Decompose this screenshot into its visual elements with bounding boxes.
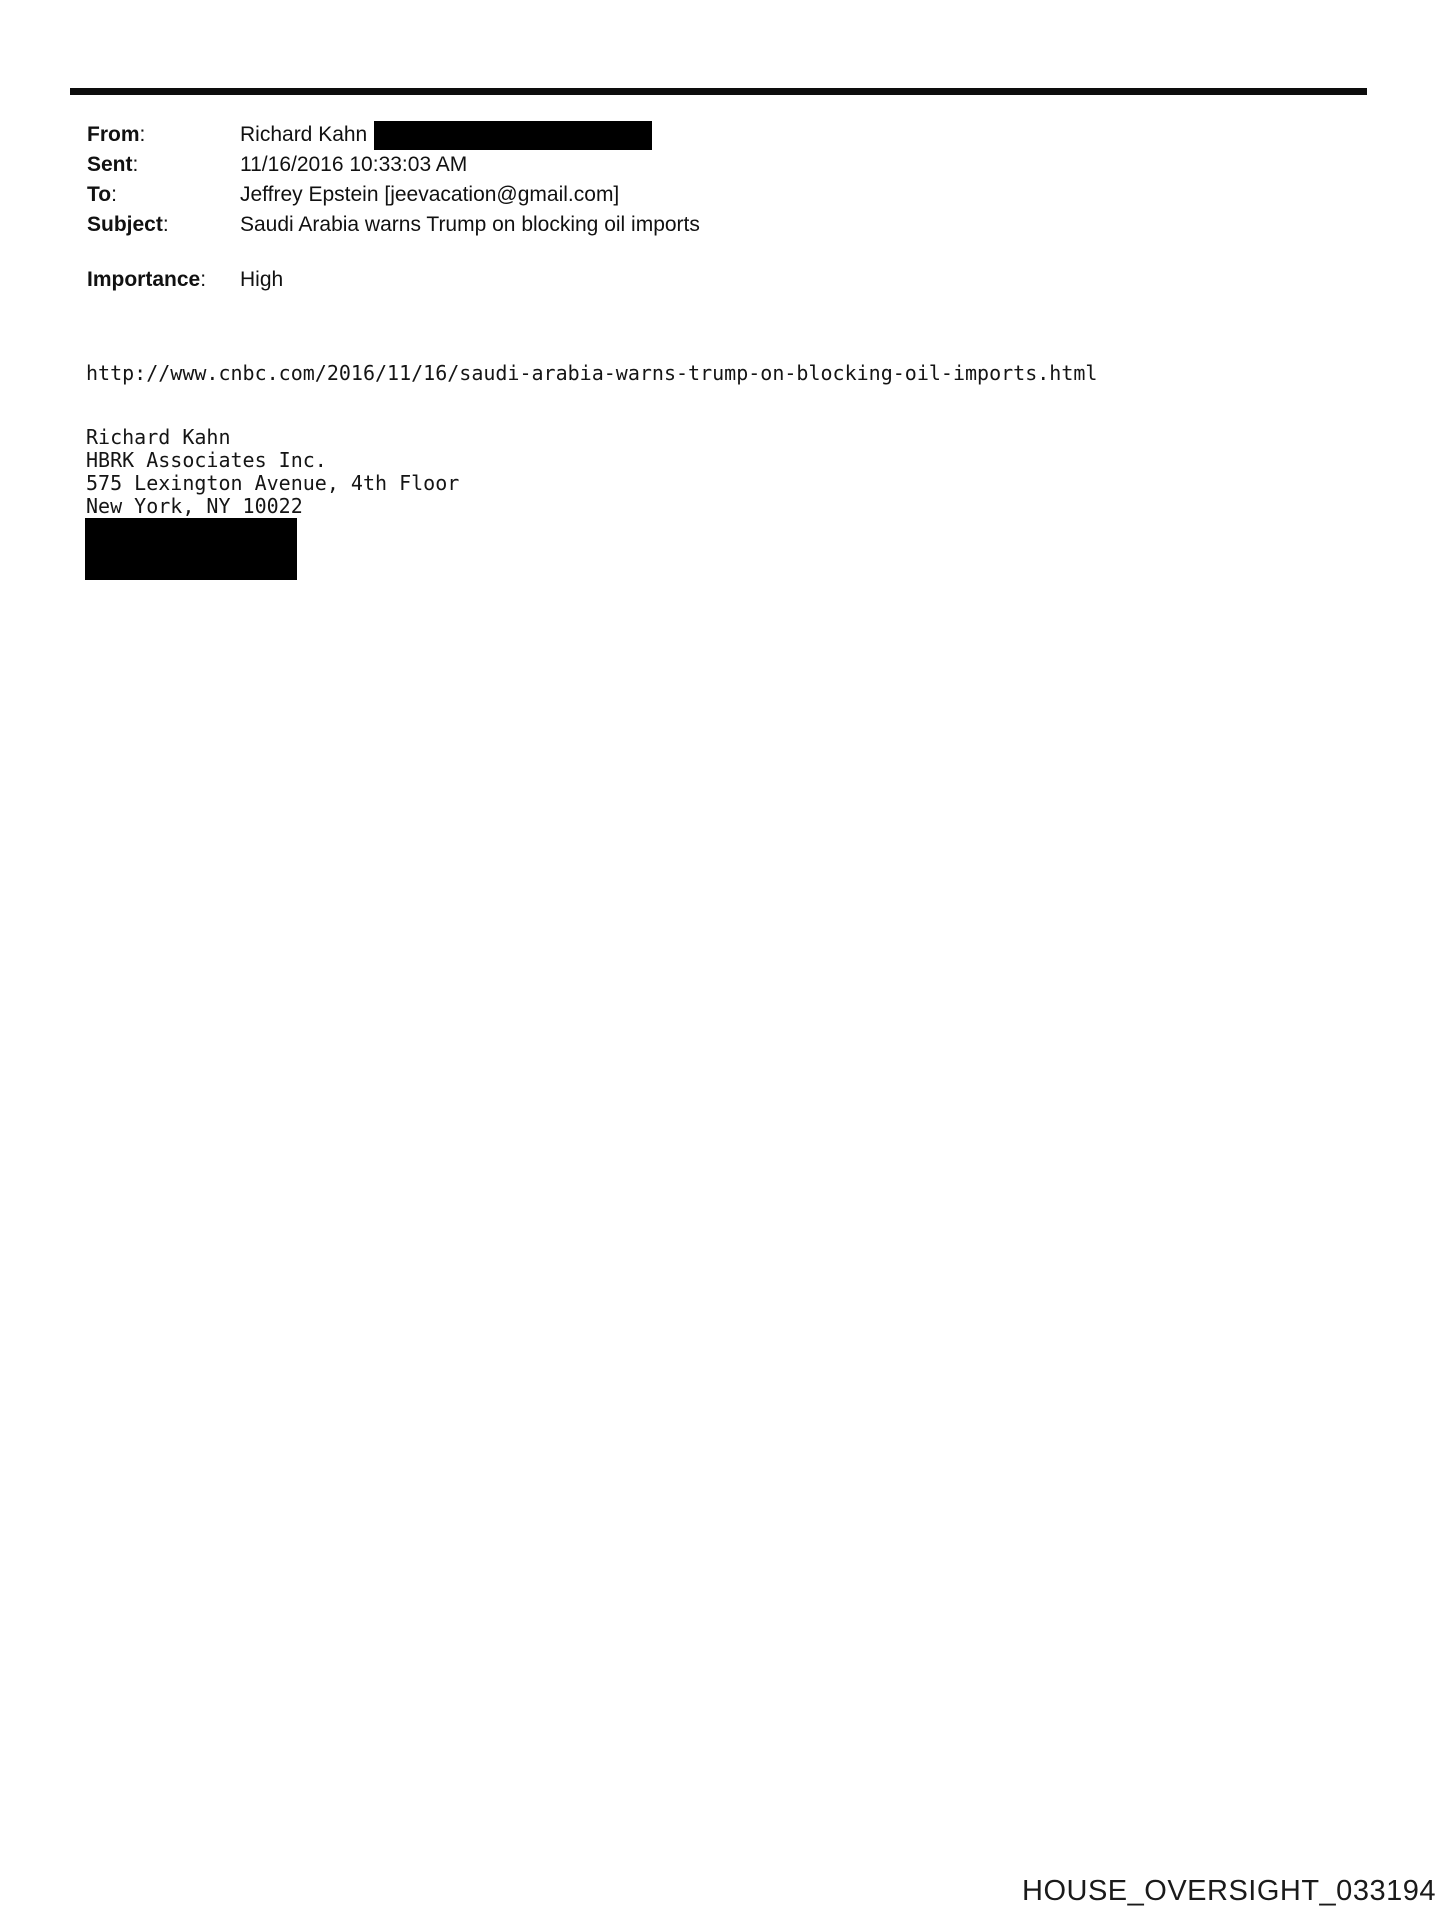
sent-value: 11/16/2016 10:33:03 AM <box>240 153 468 176</box>
signature-company: HBRK Associates Inc. <box>86 448 327 472</box>
importance-value: High <box>240 268 284 291</box>
signature-street-address: 575 Lexington Avenue, 4th Floor <box>86 471 460 495</box>
from-label: From: <box>87 123 146 146</box>
bates-number: HOUSE_OVERSIGHT_033194 <box>1022 1875 1436 1907</box>
header-row-subject <box>87 210 700 240</box>
from-value: Richard Kahn <box>240 123 368 146</box>
article-url-text: http://www.cnbc.com/2016/11/16/saudi-arabia-warns-trump-on-blocking-oil-imports.html <box>86 361 1098 385</box>
to-label: To: <box>87 183 117 206</box>
importance-label: Importance: <box>87 268 207 291</box>
sent-label: Sent: <box>87 153 139 176</box>
header-row-from <box>87 120 652 150</box>
header-row-sent <box>87 150 467 180</box>
header-row-to <box>87 180 619 210</box>
signature-name: Richard Kahn <box>86 425 231 449</box>
header-row-importance <box>87 265 283 295</box>
signature-block <box>86 426 459 518</box>
subject-value: Saudi Arabia warns Trump on blocking oil imports <box>240 213 700 236</box>
signature-city-state-zip: New York, NY 10022 <box>86 494 303 518</box>
redaction-bar-from-address <box>374 121 652 150</box>
header-divider-rule <box>70 88 1367 95</box>
to-value: Jeffrey Epstein [jeevacation@gmail.com] <box>240 183 620 206</box>
redaction-block-signature-contact <box>85 518 297 580</box>
subject-label: Subject: <box>87 213 169 236</box>
